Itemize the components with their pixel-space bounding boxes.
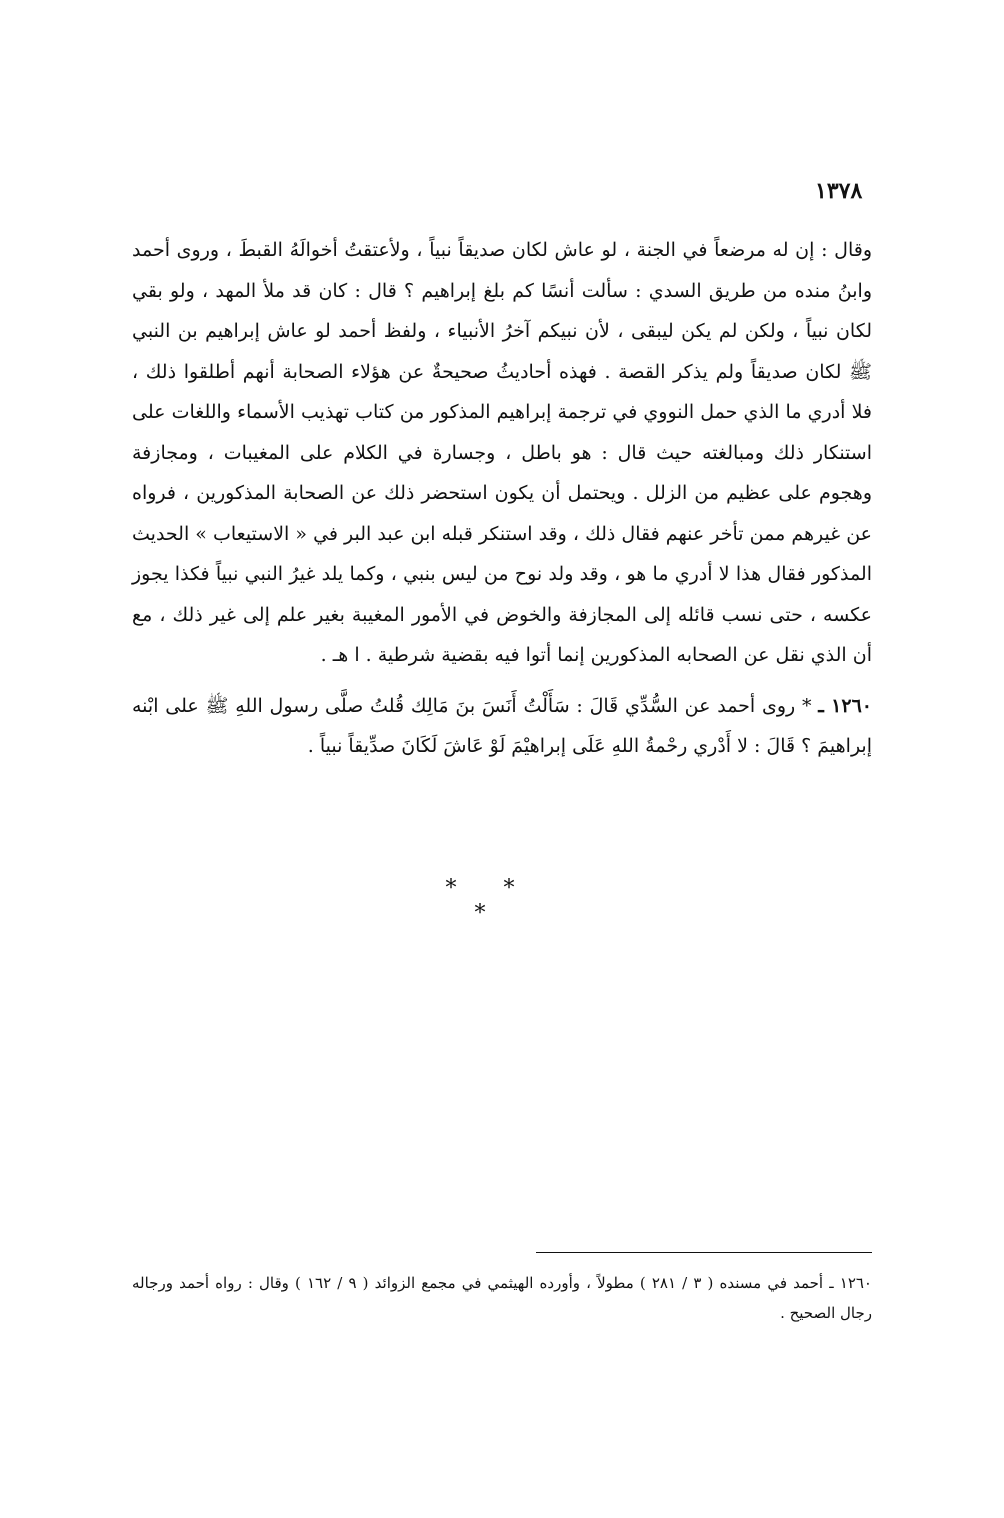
hadith-text: * روى أحمد عن السُّدِّي قَالَ : سَأَلْتُ أَنَسَ بنَ مَالِك قُلتُ صلَّى رسول اللهِ ﷺ على ابْنه إبراهيمَ ؟ قَالَ : لا أَدْري رحْمةُ اللهِ عَلَى إبراهيْمَ لَوْ عَاشَ لَكَانَ صدِّيقاً نبياً .: [132, 694, 872, 757]
main-text-block: [132, 230, 872, 767]
page-number: ١٣٧٨: [815, 178, 863, 204]
hadith-number: ١٢٦٠ ـ: [818, 694, 872, 717]
section-separator: * * *: [445, 876, 535, 926]
footnote-divider: [536, 1252, 872, 1253]
commentary-paragraph: وقال : إن له مرضعاً في الجنة ، لو عاش لكان صديقاً نبياً ، ولأعتقتُ أخوالَهُ القبطَ ، وروى أحمد وابنُ منده من طريق السدي : سألت أنسًا كم بلغ إبراهيم ؟ قال : كان قد ملأ المهد ، ولو بقي لكان نبياً ، ولكن لم يكن ليبقى ، لأن نبيكم آخرُ الأنبياء ، ولفظ أحمد لو عاش إبراهيم بن النبي ﷺ لكان صديقاً ولم يذكر القصة . فهذه أحاديثُ صحيحةٌ عن هؤلاء الصحابة أنهم أطلقوا ذلك ، فلا أدري ما الذي حمل النووي في ترجمة إبراهيم المذكور من كتاب تهذيب الأسماء واللغات على استنكار ذلك ومبالغته حيث قال : هو باطل ، وجسارة في الكلام على المغيبات ، ومجازفة وهجوم على عظيم من الزلل . ويحتمل أن يكون استحضر ذلك عن الصحابة المذكورين ، فرواه عن غيرهم ممن تأخر عنهم فقال ذلك ، وقد استنكر قبله ابن عبد البر في « الاستيعاب » الحديث المذكور فقال هذا لا أدري ما هو ، وقد ولد نوح من ليس بنبي ، وكما يلد غيرُ النبي نبياً فكذا يجوز عكسه ، حتى نسب قائله إلى المجازفة والخوض في الأمور المغيبة بغير علم إلى غير ذلك ، مع أن الذي نقل عن الصحابه المذكورين إنما أتوا فيه بقضية شرطية . ا هـ .: [132, 239, 872, 666]
footnote-block: [132, 1268, 872, 1328]
footnote-text: ١٢٦٠ ـ أحمد في مسنده ( ٣ / ٢٨١ ) مطولاً ، وأورده الهيثمي في مجمع الزوائد ( ٩ / ١٦٢ ) وقال : رواه أحمد ورجاله رجال الصحيح .: [132, 1274, 872, 1322]
hadith-paragraph: [132, 686, 872, 767]
